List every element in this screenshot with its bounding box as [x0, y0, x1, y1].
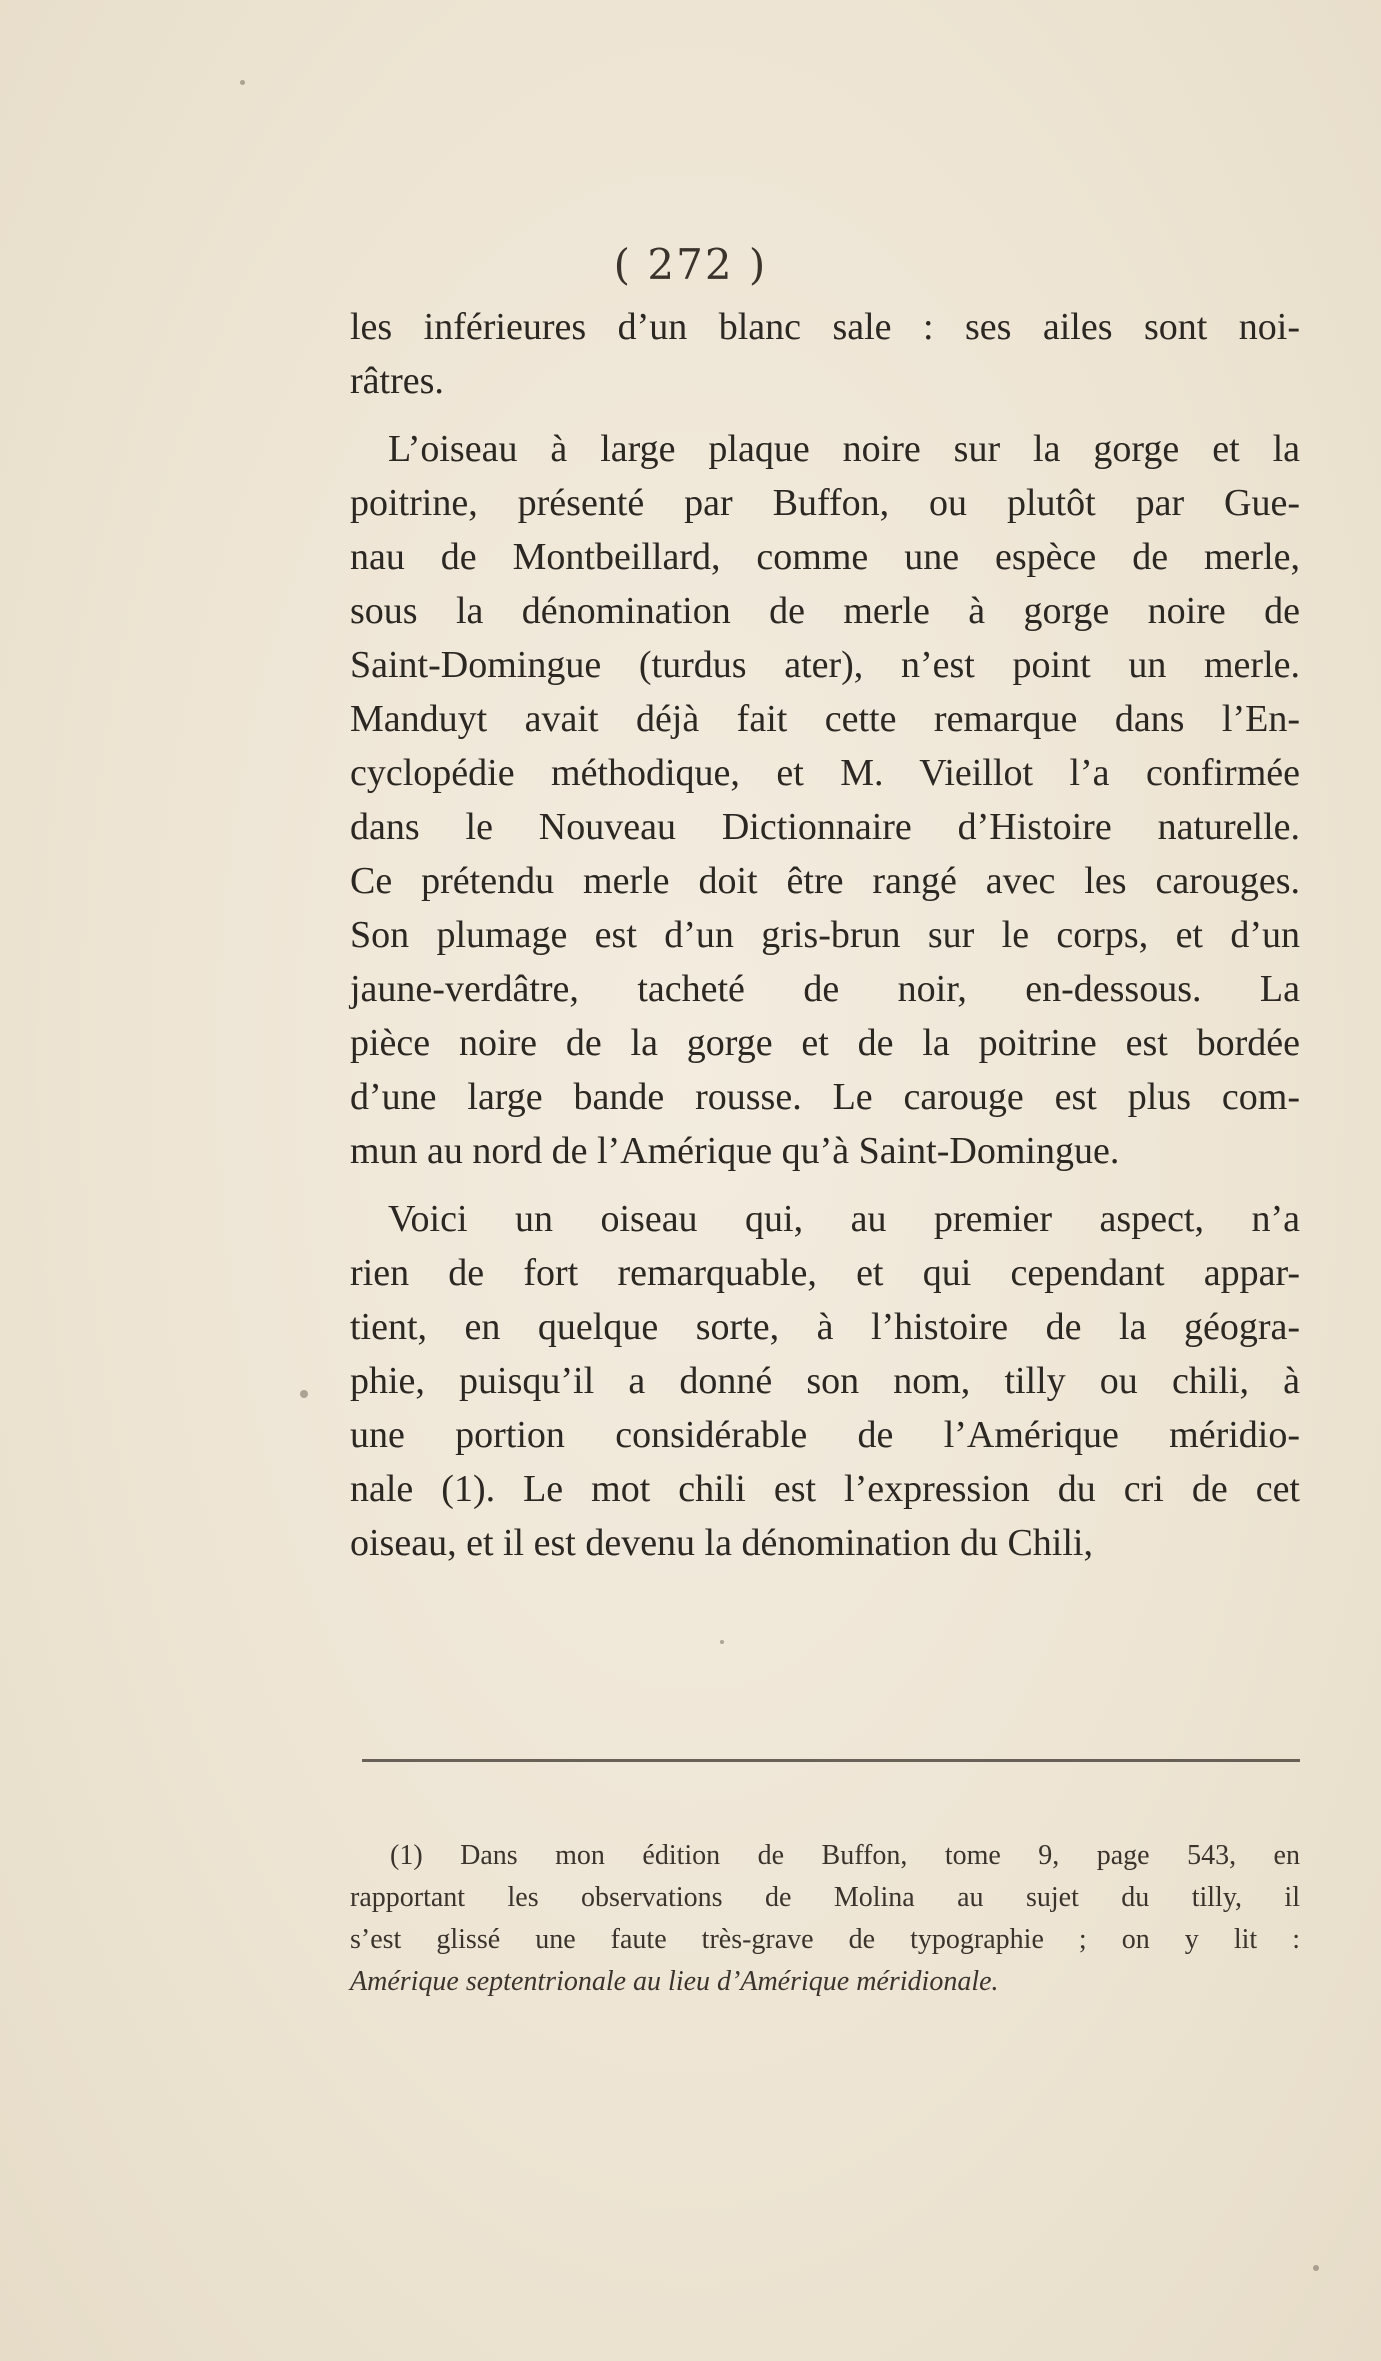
text-line: Son plumage est d’un gris-brun sur le corps, et d’un [350, 914, 1300, 956]
main-text [350, 300, 1300, 1570]
text-line: sous la dénomination de merle à gorge noire de [350, 590, 1300, 632]
text-line: rien de fort remarquable, et qui cependant appar- [350, 1252, 1300, 1294]
text-line: mun au nord de l’Amérique qu’à Saint-Domingue. [350, 1130, 1120, 1172]
text-line: jaune-verdâtre, tacheté de noir, en-dessous. La [350, 968, 1300, 1010]
text-line: une portion considérable de l’Amérique méridio- [350, 1414, 1300, 1456]
text-line: d’une large bande rousse. Le carouge est plus com- [350, 1076, 1300, 1118]
footnote-line: Amérique septentrionale au lieu d’Amérique méridionale. [350, 1966, 999, 1997]
text-line: Manduyt avait déjà fait cette remarque dans l’En- [350, 698, 1300, 740]
text-line: Saint-Domingue (turdus ater), n’est point un merle. [350, 644, 1300, 686]
footnote-separator [362, 1759, 1300, 1762]
text-line: dans le Nouveau Dictionnaire d’Histoire naturelle. [350, 806, 1300, 848]
text-line: poitrine, présenté par Buffon, ou plutôt par Gue- [350, 482, 1300, 524]
paper-speck [300, 1390, 308, 1398]
paper-speck [240, 80, 245, 85]
paper-speck [720, 1640, 724, 1644]
page-number: ( 272 ) [613, 240, 768, 289]
text-line: L’oiseau à large plaque noire sur la gorge et la [388, 428, 1300, 470]
text-line: cyclopédie méthodique, et M. Vieillot l’a confirmée [350, 752, 1300, 794]
text-line: phie, puisqu’il a donné son nom, tilly ou chili, à [350, 1360, 1300, 1402]
text-line: nau de Montbeillard, comme une espèce de merle, [350, 536, 1300, 578]
text-line: Voici un oiseau qui, au premier aspect, n’a [388, 1198, 1300, 1240]
paper-speck [1313, 2265, 1319, 2271]
footnote-line: rapportant les observations de Molina au sujet du tilly, il [350, 1882, 1300, 1913]
footnote [350, 1835, 1300, 2003]
text-line: pièce noire de la gorge et de la poitrine est bordée [350, 1022, 1300, 1064]
footnote-line: s’est glissé une faute très-grave de typographie ; on y lit : [350, 1924, 1300, 1955]
text-line: les inférieures d’un blanc sale : ses ailes sont noi- [350, 306, 1300, 348]
text-line: tient, en quelque sorte, à l’histoire de la géogra- [350, 1306, 1300, 1348]
text-line: oiseau, et il est devenu la dénomination du Chili, [350, 1522, 1093, 1564]
footnote-line: (1) Dans mon édition de Buffon, tome 9, page 543, en [390, 1840, 1300, 1871]
text-line: nale (1). Le mot chili est l’expression du cri de cet [350, 1468, 1300, 1510]
text-line: râtres. [350, 360, 444, 402]
text-line: Ce prétendu merle doit être rangé avec les carouges. [350, 860, 1300, 902]
